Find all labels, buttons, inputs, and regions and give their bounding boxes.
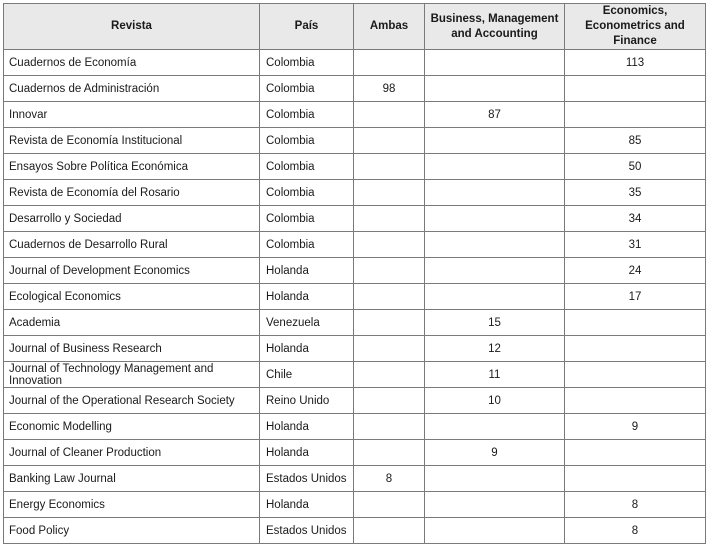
table-row: [4, 414, 706, 440]
table-row: [4, 154, 706, 180]
cell-pais: Holanda: [260, 440, 354, 466]
table-row: [4, 76, 706, 102]
cell-revista: Journal of the Operational Research Society: [4, 388, 260, 414]
header-ambas: Ambas: [354, 4, 425, 50]
table-row: [4, 258, 706, 284]
cell-economics: 17: [565, 284, 706, 310]
cell-revista: Food Policy: [4, 518, 260, 544]
cell-ambas: [354, 388, 425, 414]
cell-pais: Colombia: [260, 232, 354, 258]
table-row: [4, 206, 706, 232]
cell-revista: Academia: [4, 310, 260, 336]
cell-economics: [565, 466, 706, 492]
cell-business: [425, 492, 565, 518]
cell-revista: Desarrollo y Sociedad: [4, 206, 260, 232]
header-pais: País: [260, 4, 354, 50]
cell-ambas: [354, 492, 425, 518]
cell-business: [425, 128, 565, 154]
cell-revista: Cuadernos de Desarrollo Rural: [4, 232, 260, 258]
cell-ambas: [354, 362, 425, 388]
cell-ambas: [354, 310, 425, 336]
header-revista: Revista: [4, 4, 260, 50]
cell-economics: 9: [565, 414, 706, 440]
cell-business: 87: [425, 102, 565, 128]
table-row: [4, 232, 706, 258]
cell-ambas: 98: [354, 76, 425, 102]
cell-pais: Colombia: [260, 102, 354, 128]
cell-ambas: [354, 232, 425, 258]
cell-business: 15: [425, 310, 565, 336]
cell-economics: [565, 76, 706, 102]
cell-business: [425, 180, 565, 206]
table-row: [4, 50, 706, 76]
table-row: [4, 284, 706, 310]
table-row: [4, 492, 706, 518]
cell-pais: Estados Unidos: [260, 466, 354, 492]
cell-pais: Reino Unido: [260, 388, 354, 414]
table-row: [4, 362, 706, 388]
cell-economics: 31: [565, 232, 706, 258]
cell-pais: Colombia: [260, 128, 354, 154]
table-row: [4, 180, 706, 206]
cell-business: [425, 154, 565, 180]
cell-business: 12: [425, 336, 565, 362]
table-header: [4, 4, 706, 50]
cell-economics: 8: [565, 492, 706, 518]
cell-revista: Revista de Economía del Rosario: [4, 180, 260, 206]
table-row: [4, 102, 706, 128]
cell-business: [425, 50, 565, 76]
cell-economics: [565, 336, 706, 362]
cell-economics: 24: [565, 258, 706, 284]
header-business: Business, Management and Accounting: [425, 4, 565, 50]
cell-ambas: [354, 102, 425, 128]
header-economics: Economics, Econometrics and Finance: [565, 4, 706, 50]
cell-business: [425, 284, 565, 310]
cell-business: 9: [425, 440, 565, 466]
cell-business: [425, 76, 565, 102]
cell-pais: Colombia: [260, 206, 354, 232]
cell-pais: Holanda: [260, 336, 354, 362]
cell-revista: Innovar: [4, 102, 260, 128]
cell-ambas: [354, 206, 425, 232]
cell-ambas: 8: [354, 466, 425, 492]
cell-economics: [565, 388, 706, 414]
table-row: [4, 440, 706, 466]
cell-ambas: [354, 440, 425, 466]
cell-business: [425, 466, 565, 492]
table-row: [4, 336, 706, 362]
cell-economics: 85: [565, 128, 706, 154]
cell-economics: 50: [565, 154, 706, 180]
cell-economics: [565, 440, 706, 466]
cell-economics: [565, 362, 706, 388]
cell-revista: Cuadernos de Administración: [4, 76, 260, 102]
cell-pais: Holanda: [260, 492, 354, 518]
cell-revista: Economic Modelling: [4, 414, 260, 440]
cell-economics: 35: [565, 180, 706, 206]
cell-revista: Banking Law Journal: [4, 466, 260, 492]
cell-ambas: [354, 128, 425, 154]
journals-table: [3, 3, 706, 544]
table-row: [4, 518, 706, 544]
cell-pais: Colombia: [260, 76, 354, 102]
cell-business: [425, 518, 565, 544]
cell-ambas: [354, 518, 425, 544]
cell-revista: Cuadernos de Economía: [4, 50, 260, 76]
cell-ambas: [354, 180, 425, 206]
cell-ambas: [354, 284, 425, 310]
cell-ambas: [354, 258, 425, 284]
table-body: [4, 50, 706, 544]
cell-pais: Colombia: [260, 180, 354, 206]
cell-pais: Venezuela: [260, 310, 354, 336]
cell-ambas: [354, 50, 425, 76]
cell-revista: Energy Economics: [4, 492, 260, 518]
table-row: [4, 466, 706, 492]
cell-revista: Journal of Development Economics: [4, 258, 260, 284]
cell-revista: Ecological Economics: [4, 284, 260, 310]
cell-pais: Estados Unidos: [260, 518, 354, 544]
table-row: [4, 310, 706, 336]
cell-ambas: [354, 336, 425, 362]
cell-business: [425, 258, 565, 284]
table-row: [4, 388, 706, 414]
cell-revista: Journal of Technology Management and Innovation: [4, 362, 260, 388]
cell-ambas: [354, 154, 425, 180]
table-row: [4, 128, 706, 154]
cell-business: [425, 232, 565, 258]
cell-economics: [565, 310, 706, 336]
cell-pais: Chile: [260, 362, 354, 388]
cell-business: 10: [425, 388, 565, 414]
cell-pais: Colombia: [260, 154, 354, 180]
cell-revista: Journal of Cleaner Production: [4, 440, 260, 466]
cell-economics: 8: [565, 518, 706, 544]
cell-revista: Revista de Economía Institucional: [4, 128, 260, 154]
cell-business: [425, 206, 565, 232]
cell-pais: Holanda: [260, 414, 354, 440]
cell-ambas: [354, 414, 425, 440]
cell-business: 11: [425, 362, 565, 388]
cell-revista: Ensayos Sobre Política Económica: [4, 154, 260, 180]
cell-economics: 34: [565, 206, 706, 232]
cell-economics: 113: [565, 50, 706, 76]
cell-pais: Holanda: [260, 258, 354, 284]
cell-pais: Colombia: [260, 50, 354, 76]
cell-economics: [565, 102, 706, 128]
cell-revista: Journal of Business Research: [4, 336, 260, 362]
cell-business: [425, 414, 565, 440]
cell-pais: Holanda: [260, 284, 354, 310]
journals-table-container: [3, 3, 706, 544]
header-row: [4, 4, 706, 50]
